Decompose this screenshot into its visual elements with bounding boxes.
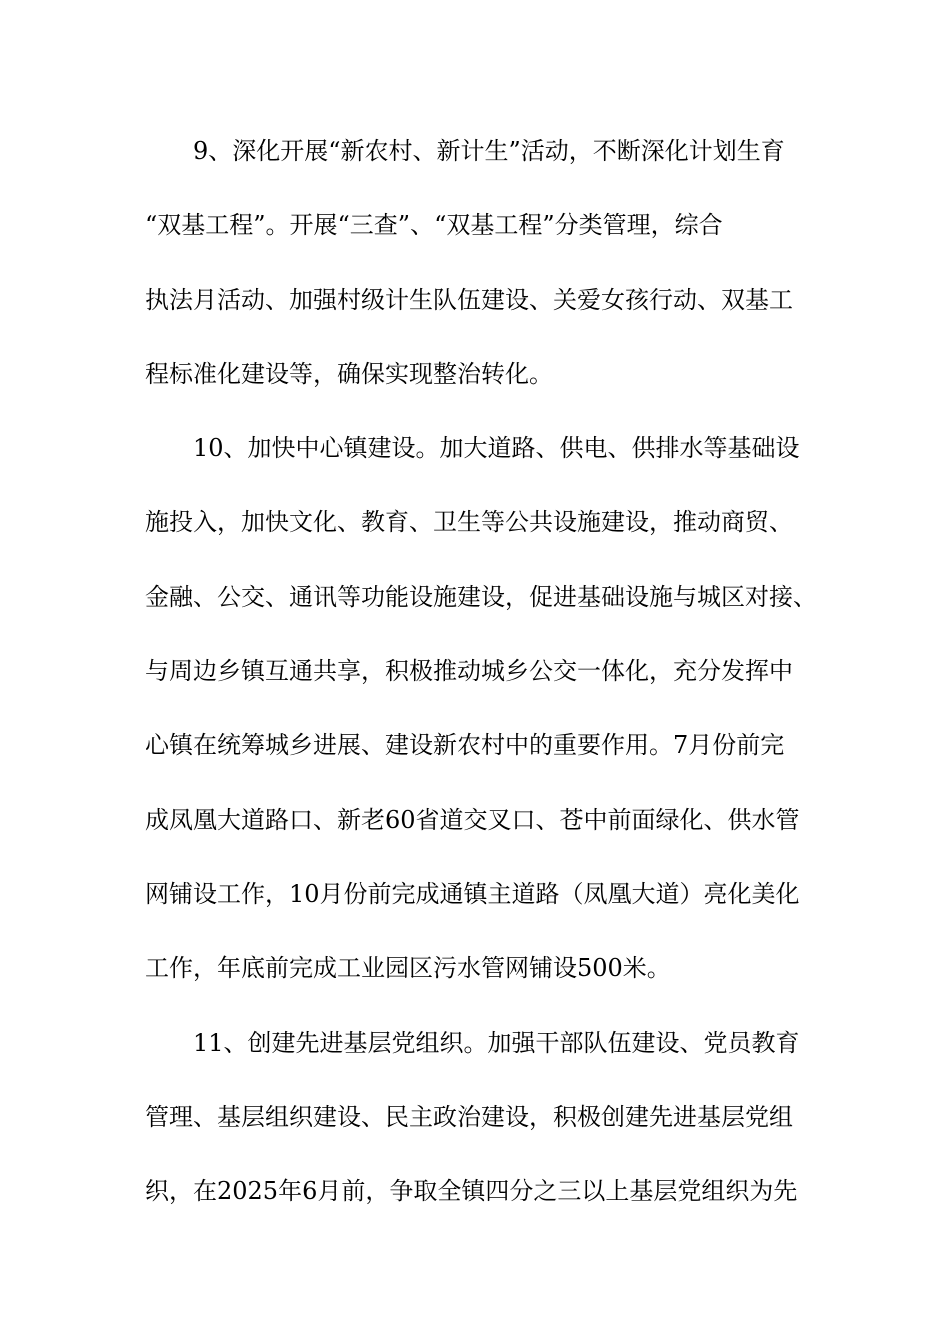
paragraph-9-line-4: 程标准化建设等，确保实现整治转化。 [145, 359, 553, 388]
paragraph-10-line-1: 10、加快中心镇建设。加大道路、供电、供排水等基础设 [193, 434, 800, 463]
paragraph-10-line-4: 与周边乡镇互通共享，积极推动城乡公交一体化，充分发挥中 [145, 657, 793, 686]
paragraph-9-line-3: 执法月活动、加强村级计生队伍建设、关爱女孩行动、双基工 [145, 285, 793, 314]
document-body [145, 127, 845, 1241]
paragraph-10-line-8: 工作，年底前完成工业园区污水管网铺设500米。 [145, 954, 671, 983]
paragraph-10-line-3: 金融、公交、通讯等功能设施建设，促进基础设施与城区对接、 [145, 582, 817, 611]
paragraph-9-line-1: 9、深化开展“新农村、新计生”活动，不断深化计划生育 [193, 137, 785, 165]
paragraph-11-line-1: 11、创建先进基层党组织。加强干部队伍建设、党员教育 [193, 1028, 800, 1057]
paragraph-10-line-7: 网铺设工作，10月份前完成通镇主道路（凤凰大道）亮化美化 [145, 879, 800, 908]
paragraph-9-line-2: “双基工程”。开展“三查”、“双基工程”分类管理，综合 [145, 211, 723, 240]
paragraph-10-line-2: 施投入，加快文化、教育、卫生等公共设施建设，推动商贸、 [145, 508, 793, 537]
paragraph-11-line-3: 织，在2025年6月前，争取全镇四分之三以上基层党组织为先 [145, 1177, 798, 1206]
paragraph-10-line-5: 心镇在统筹城乡进展、建设新农村中的重要作用。7月份前完 [145, 731, 785, 760]
paragraph-10-line-6: 成凤凰大道路口、新老60省道交叉口、苍中前面绿化、供水管 [145, 805, 800, 834]
paragraph-11-line-2: 管理、基层组织建设、民主政治建设，积极创建先进基层党组 [145, 1102, 793, 1131]
